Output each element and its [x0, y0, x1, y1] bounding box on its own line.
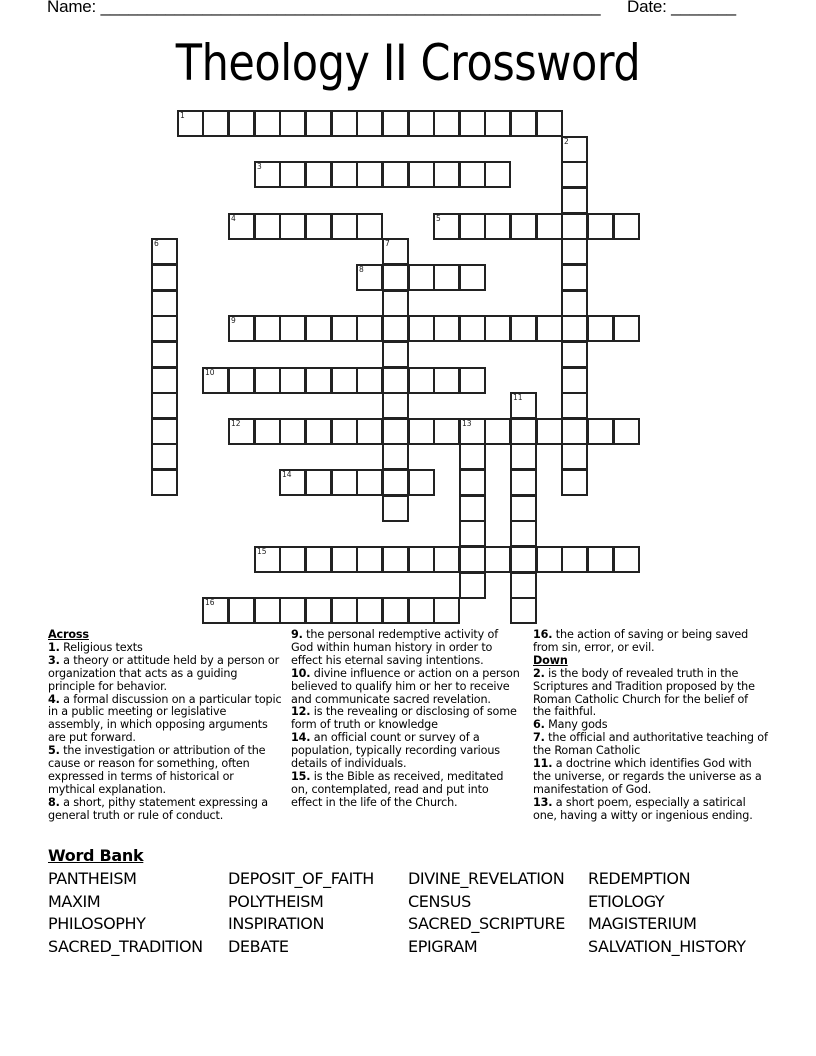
clues-column-1 [48, 629, 284, 823]
grid-cell[interactable] [587, 418, 614, 445]
word-bank-item: MAGISTERIUM [588, 914, 697, 934]
grid-cell[interactable] [561, 136, 588, 163]
grid-cell[interactable] [561, 161, 588, 188]
word-bank-item: SALVATION_HISTORY [588, 937, 746, 957]
clue-across-12: 12. is the revealing or disclosing of some form of truth or knowledge [291, 705, 517, 732]
grid-cell[interactable] [459, 315, 486, 342]
grid-cell[interactable] [484, 315, 511, 342]
grid-cell[interactable] [408, 110, 435, 137]
grid-cell[interactable] [356, 110, 383, 137]
grid-cell[interactable] [151, 264, 178, 291]
grid-cell[interactable] [279, 315, 306, 342]
grid-cell[interactable] [202, 367, 229, 394]
word-bank-item: SACRED_SCRIPTURE [408, 914, 565, 934]
grid-cell[interactable] [356, 264, 383, 291]
grid-cell[interactable] [202, 110, 229, 137]
clue-number: 13 [462, 419, 472, 428]
grid-cell[interactable] [356, 367, 383, 394]
word-bank-item: ETIOLOGY [588, 891, 665, 911]
grid-cell[interactable] [356, 546, 383, 573]
grid-cell[interactable] [254, 597, 281, 624]
grid-cell[interactable] [561, 187, 588, 214]
grid-cell[interactable] [356, 418, 383, 445]
grid-cell[interactable] [536, 110, 563, 137]
grid-cell[interactable] [459, 443, 486, 470]
word-bank-item: POLYTHEISM [228, 891, 324, 911]
grid-cell[interactable] [459, 418, 486, 445]
grid-cell[interactable] [587, 315, 614, 342]
clue-number: 10 [205, 368, 215, 377]
grid-cell[interactable] [536, 213, 563, 240]
clue-number: 14 [282, 470, 292, 479]
grid-cell[interactable] [433, 418, 460, 445]
grid-cell[interactable] [459, 520, 486, 547]
grid-cell[interactable] [228, 213, 255, 240]
clue-number: 4 [231, 214, 236, 223]
grid-cell[interactable] [561, 418, 588, 445]
grid-cell[interactable] [228, 418, 255, 445]
clue-across-3: 3. a theory or attitude held by a person or organization that acts as a guiding principle for behavior. [48, 653, 280, 693]
grid-cell[interactable] [331, 367, 358, 394]
grid-cell[interactable] [408, 546, 435, 573]
grid-cell[interactable] [510, 597, 537, 624]
grid-cell[interactable] [356, 161, 383, 188]
grid-cell[interactable] [305, 418, 332, 445]
grid-cell[interactable] [613, 213, 640, 240]
grid-cell[interactable] [408, 469, 435, 496]
grid-cell[interactable] [382, 597, 409, 624]
grid-cell[interactable] [459, 110, 486, 137]
clue-across-14: 14. an official count or survey of a population, typically recording various details of individuals. [291, 731, 500, 771]
grid-cell[interactable] [254, 110, 281, 137]
grid-cell[interactable] [382, 341, 409, 368]
clue-across-10: 10. divine influence or action on a person believed to qualify him or her to receive and communicate sacred revelation. [291, 666, 520, 706]
grid-cell[interactable] [228, 315, 255, 342]
grid-cell[interactable] [484, 110, 511, 137]
grid-cell[interactable] [382, 495, 409, 522]
grid-cell[interactable] [510, 418, 537, 445]
grid-cell[interactable] [254, 315, 281, 342]
grid-cell[interactable] [382, 161, 409, 188]
grid-cell[interactable] [279, 213, 306, 240]
grid-cell[interactable] [331, 213, 358, 240]
clue-number: 8 [359, 265, 364, 274]
grid-cell[interactable] [279, 367, 306, 394]
grid-cell[interactable] [305, 546, 332, 573]
grid-cell[interactable] [561, 341, 588, 368]
word-bank-item: MAXIM [48, 891, 101, 911]
clue-across-16: 16. the action of saving or being saved from sin, error, or evil. [533, 628, 749, 654]
grid-cell[interactable] [279, 161, 306, 188]
grid-cell[interactable] [305, 469, 332, 496]
grid-cell[interactable] [382, 315, 409, 342]
grid-cell[interactable] [510, 546, 537, 573]
grid-cell[interactable] [151, 443, 178, 470]
clue-across-9: 9. the personal redemptive activity of God within human history in order to effect his eternal saving intentions. [291, 628, 499, 667]
grid-cell[interactable] [561, 290, 588, 317]
clue-number: 3 [257, 162, 262, 171]
grid-cell[interactable] [459, 572, 486, 599]
grid-cell[interactable] [356, 597, 383, 624]
clue-across-1: 1. Religious texts [48, 640, 143, 654]
clue-down-13: 13. a short poem, especially a satirical one, having a witty or ingenious ending. [533, 795, 753, 822]
clue-down-11: 11. a doctrine which identifies God with the universe, or regards the universe as a manifestation of God. [533, 757, 762, 796]
grid-cell[interactable] [510, 520, 537, 547]
grid-cell[interactable] [484, 546, 511, 573]
word-bank-item: PANTHEISM [48, 869, 137, 888]
grid-cell[interactable] [408, 367, 435, 394]
word-bank-item: REDEMPTION [588, 869, 691, 888]
grid-cell[interactable] [331, 110, 358, 137]
date-field-label: Date: _______ [627, 0, 736, 16]
clue-number: 2 [564, 137, 569, 146]
grid-cell[interactable] [331, 161, 358, 188]
grid-cell[interactable] [331, 546, 358, 573]
clue-number: 6 [154, 239, 159, 248]
clue-down-6: 6. Many gods [533, 718, 608, 732]
grid-cell[interactable] [510, 110, 537, 137]
grid-cell[interactable] [433, 367, 460, 394]
word-bank-item: DIVINE_REVELATION [408, 869, 565, 888]
grid-cell[interactable] [305, 110, 332, 137]
grid-cell[interactable] [408, 264, 435, 291]
across-heading: Across [48, 628, 89, 641]
grid-cell[interactable] [484, 213, 511, 240]
grid-cell[interactable] [331, 469, 358, 496]
clues-column-3 [533, 629, 769, 823]
grid-cell[interactable] [279, 546, 306, 573]
grid-cell[interactable] [433, 110, 460, 137]
grid-cell[interactable] [331, 597, 358, 624]
clue-number: 7 [385, 239, 390, 248]
word-bank-item: INSPIRATION [228, 914, 325, 934]
grid-cell[interactable] [356, 469, 383, 496]
clue-down-7: 7. the official and authoritative teaching of the Roman Catholic [533, 731, 768, 758]
grid-cell[interactable] [254, 546, 281, 573]
grid-cell[interactable] [510, 469, 537, 496]
grid-cell[interactable] [202, 597, 229, 624]
word-bank-column-3 [408, 868, 565, 959]
grid-cell[interactable] [587, 213, 614, 240]
grid-cell[interactable] [433, 597, 460, 624]
grid-cell[interactable] [510, 572, 537, 599]
grid-cell[interactable] [305, 161, 332, 188]
grid-cell[interactable] [433, 213, 460, 240]
grid-cell[interactable] [484, 418, 511, 445]
grid-cell[interactable] [510, 495, 537, 522]
grid-cell[interactable] [561, 469, 588, 496]
grid-cell[interactable] [151, 367, 178, 394]
grid-cell[interactable] [305, 597, 332, 624]
grid-cell[interactable] [613, 418, 640, 445]
name-field-label: Name: ______________________________________________________ [47, 0, 601, 16]
grid-cell[interactable] [382, 290, 409, 317]
grid-cell[interactable] [561, 392, 588, 419]
clues-column-2 [291, 629, 523, 810]
word-bank-column-1 [48, 868, 203, 959]
clue-number: 5 [436, 214, 441, 223]
grid-cell[interactable] [433, 546, 460, 573]
grid-cell[interactable] [151, 469, 178, 496]
grid-cell[interactable] [151, 290, 178, 317]
word-bank-item: PHILOSOPHY [48, 914, 146, 934]
grid-cell[interactable] [254, 367, 281, 394]
grid-cell[interactable] [279, 418, 306, 445]
grid-cell[interactable] [510, 392, 537, 419]
grid-cell[interactable] [151, 238, 178, 265]
grid-cell[interactable] [408, 161, 435, 188]
grid-cell[interactable] [510, 213, 537, 240]
grid-cell[interactable] [408, 418, 435, 445]
grid-cell[interactable] [459, 161, 486, 188]
grid-cell[interactable] [228, 110, 255, 137]
grid-cell[interactable] [382, 443, 409, 470]
grid-cell[interactable] [510, 315, 537, 342]
grid-cell[interactable] [382, 110, 409, 137]
page-title: Theology II Crossword [175, 34, 641, 92]
grid-cell[interactable] [254, 418, 281, 445]
grid-cell[interactable] [561, 264, 588, 291]
clue-down-2: 2. is the body of revealed truth in the Scriptures and Tradition proposed by the Roman Catholic Church for the belief of the faithful. [533, 666, 755, 719]
grid-cell[interactable] [536, 315, 563, 342]
clue-number: 9 [231, 316, 236, 325]
grid-cell[interactable] [382, 546, 409, 573]
clue-number: 12 [231, 419, 241, 428]
clue-across-5: 5. the investigation or attribution of the cause or reason for something, often expressed in terms of historical or mythical explanation. [48, 744, 266, 796]
grid-cell[interactable] [356, 213, 383, 240]
grid-cell[interactable] [177, 110, 204, 137]
clue-number: 16 [205, 598, 215, 607]
clue-number: 1 [180, 111, 185, 120]
grid-cell[interactable] [305, 367, 332, 394]
grid-cell[interactable] [561, 367, 588, 394]
word-bank-item: CENSUS [408, 891, 471, 911]
grid-cell[interactable] [382, 238, 409, 265]
grid-cell[interactable] [433, 161, 460, 188]
grid-cell[interactable] [382, 392, 409, 419]
grid-cell[interactable] [561, 213, 588, 240]
word-bank-item: DEPOSIT_OF_FAITH [228, 869, 374, 888]
grid-cell[interactable] [331, 315, 358, 342]
grid-cell[interactable] [254, 161, 281, 188]
grid-cell[interactable] [279, 110, 306, 137]
grid-cell[interactable] [408, 597, 435, 624]
grid-cell[interactable] [254, 213, 281, 240]
word-bank-title: Word Bank [48, 846, 144, 865]
grid-cell[interactable] [561, 546, 588, 573]
down-heading: Down [533, 653, 568, 667]
grid-cell[interactable] [382, 264, 409, 291]
grid-cell[interactable] [536, 546, 563, 573]
word-bank-column-4 [588, 868, 746, 959]
grid-cell[interactable] [433, 315, 460, 342]
grid-cell[interactable] [151, 418, 178, 445]
grid-cell[interactable] [408, 315, 435, 342]
grid-cell[interactable] [561, 315, 588, 342]
grid-cell[interactable] [613, 315, 640, 342]
grid-cell[interactable] [510, 443, 537, 470]
word-bank-item: DEBATE [228, 937, 289, 957]
grid-cell[interactable] [459, 495, 486, 522]
clue-across-8: 8. a short, pithy statement expressing a general truth or rule of conduct. [48, 795, 268, 822]
grid-cell[interactable] [279, 469, 306, 496]
clue-number: 15 [257, 547, 267, 556]
grid-cell[interactable] [305, 315, 332, 342]
grid-cell[interactable] [561, 238, 588, 265]
grid-cell[interactable] [459, 264, 486, 291]
grid-cell[interactable] [382, 367, 409, 394]
grid-cell[interactable] [228, 367, 255, 394]
grid-cell[interactable] [484, 161, 511, 188]
grid-cell[interactable] [459, 213, 486, 240]
grid-cell[interactable] [382, 469, 409, 496]
grid-cell[interactable] [151, 315, 178, 342]
grid-cell[interactable] [382, 418, 409, 445]
grid-cell[interactable] [151, 392, 178, 419]
grid-cell[interactable] [433, 264, 460, 291]
clue-across-15: 15. is the Bible as received, meditated on, contemplated, read and put into effect in the life of the Church. [291, 769, 504, 809]
grid-cell[interactable] [356, 315, 383, 342]
grid-cell[interactable] [613, 546, 640, 573]
grid-cell[interactable] [305, 213, 332, 240]
clue-across-4: 4. a formal discussion on a particular topic in a public meeting or legislative assembly, in which opposing arguments are put forward. [48, 692, 282, 745]
grid-cell[interactable] [228, 597, 255, 624]
grid-cell[interactable] [279, 597, 306, 624]
grid-cell[interactable] [587, 546, 614, 573]
word-bank-column-2 [228, 868, 374, 959]
grid-cell[interactable] [331, 418, 358, 445]
grid-cell[interactable] [561, 443, 588, 470]
grid-cell[interactable] [459, 367, 486, 394]
grid-cell[interactable] [459, 469, 486, 496]
grid-cell[interactable] [459, 546, 486, 573]
grid-cell[interactable] [151, 341, 178, 368]
grid-cell[interactable] [536, 418, 563, 445]
word-bank-item: EPIGRAM [408, 937, 478, 957]
word-bank-item: SACRED_TRADITION [48, 937, 203, 957]
clue-number: 11 [513, 393, 523, 402]
